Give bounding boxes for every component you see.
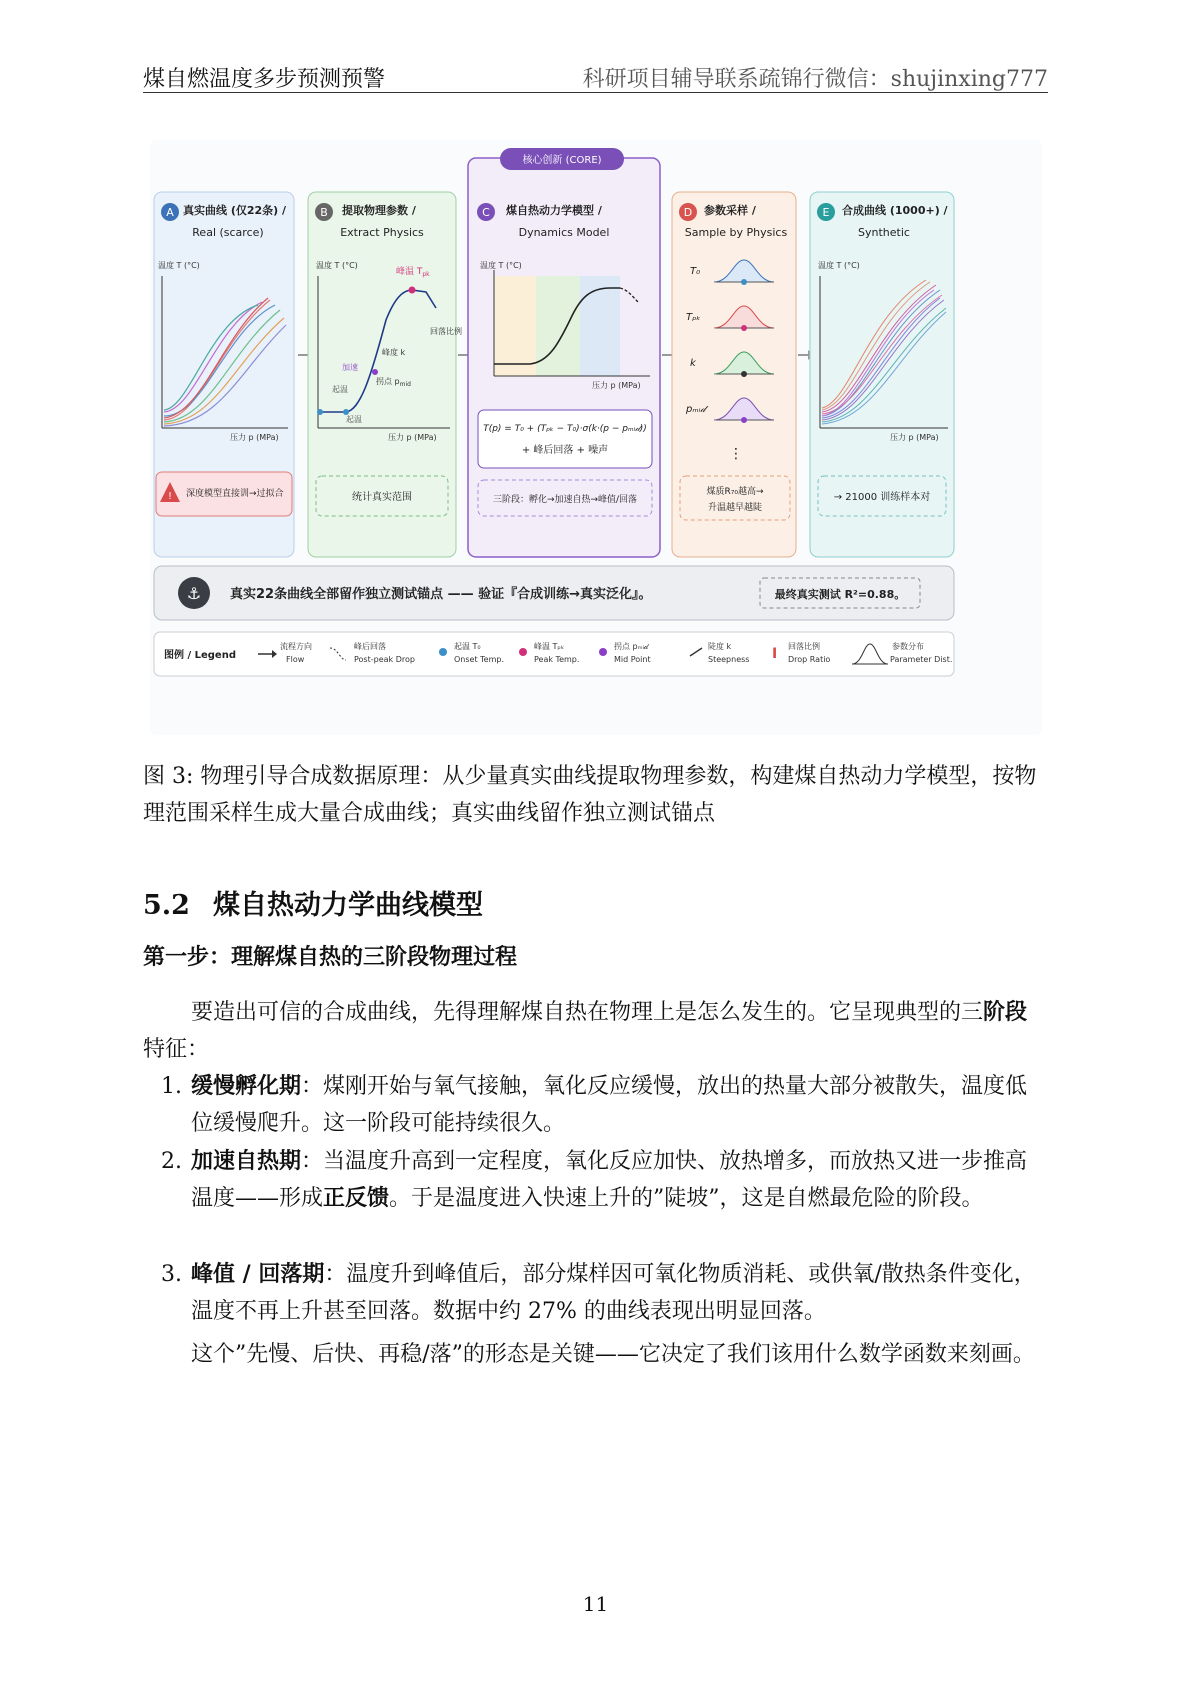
panel-b-xlabel: 压力 p (MPa) [388,433,437,442]
header-right: 科研项目辅导联系疏锦行微信：shujinxing777 [582,67,1048,92]
panel-a-xlabel: 压力 p (MPa) [230,433,279,442]
panel-b-ylabel: 温度 T (°C) [316,261,358,270]
panel-d-footer1: 煤质R₇₀越高→ [706,487,764,497]
panel-c-letter: C [482,206,490,219]
panel-c-xlabel: 压力 p (MPa) [592,381,641,390]
panel-c-footer: 三阶段：孵化→加速自热→峰值/回落 [492,495,638,505]
panel-a-letter: A [166,206,174,219]
anchor-icon: ⚓ [186,584,202,603]
legend-onset: 起温 T₀ [454,642,481,651]
panel-e-title: 合成曲线 (1000+) / [842,204,948,217]
legend-drop: 峰后回落 [354,642,386,651]
section-number: 5.2 [143,890,190,921]
list-item: 3. 峰值 / 回落期：温度升到峰值后，部分煤样因可氧化物质消耗、或供氧/散热条件变化，温度不再上升甚至回落。数据中约 27% 的曲线表现出明显回落。 [161,1261,1036,1324]
panel-b-mid-label: 拐点 $p_{mid}$ [376,377,411,388]
panel-d-footer2: 升温越早越陡 [707,503,763,513]
panel-b-accel-label: 加速 [342,363,358,372]
legend-peak: 峰温 Tₚₖ [534,642,565,651]
panel-e-letter: E [822,206,830,219]
panel-b-start-label: 起温 [346,415,362,424]
panel-d-title: 参数采样 / [704,204,756,217]
header-left: 煤自燃温度多步预测预警 [143,67,386,92]
panel-b-drop-label: 回落比例 [430,327,462,336]
panel-e-subtitle: Synthetic [858,226,910,239]
list-item: 2. 加速自热期：当温度升高到一定程度，氧化反应加快、放热增多，而放热又进一步推高温度——形成正反馈。于是温度进入快速上升的”陡坡”，这是自燃最危险的阶段。 [161,1148,1028,1211]
svg-text:Steepness: Steepness [708,655,750,664]
panel-b-incub-label: 起温 [332,385,348,394]
section-title: 煤自热动力学曲线模型 [213,890,483,921]
panel-b-peak-label: 峰温 $T_{pk}$ [396,267,430,278]
svg-text:Peak Temp.: Peak Temp. [534,655,580,664]
list-item: 1. 缓慢孵化期：煤刚开始与氧气接触，氧化反应缓慢，放出的热量大部分被散失，温度低位缓慢爬升。这一阶段可能持续很久。 [161,1073,1028,1136]
svg-text:Onset Temp.: Onset Temp. [454,655,504,664]
param-tpk: Tₚₖ [686,312,701,323]
param-t0: T₀ [690,266,701,277]
panel-b-letter: B [320,206,328,219]
param-more: ⋮ [729,446,743,462]
panel-c-subtitle: Dynamics Model [518,226,610,239]
section-heading [143,883,483,922]
panel-a-subtitle: Real (scarce) [192,226,264,239]
panel-d-letter: D [683,206,693,219]
legend-mid: 拐点 pₘᵢ𝒹 [614,642,649,651]
panel-c-title: 煤自热动力学模型 / [506,204,602,217]
panel-a-footer: 深度模型直接训→过拟合 [186,489,284,499]
core-badge: 核心创新 (CORE) [522,155,602,166]
panel-b-footer: 统计真实范围 [352,492,412,503]
svg-text:Drop Ratio: Drop Ratio [788,655,831,664]
intro-paragraph: 要造出可信的合成曲线，先得理解煤自热在物理上是怎么发生的。它呈现典型的三阶段特征： [143,999,1028,1062]
panel-e-xlabel: 压力 p (MPa) [890,433,939,442]
panel-a-title: 真实曲线 (仅22条) / [183,204,287,217]
closing-paragraph: 这个”先慢、后快、再稳/落”的形态是关键——它决定了我们该用什么数学函数来刻画。 [191,1342,1035,1367]
panel-e-ylabel: 温度 T (°C) [818,261,860,270]
step-heading: 第一步：理解煤自热的三阶段物理过程 [143,944,518,970]
panel-c-formula: T(p) = T₀ + (Tₚₖ − T₀)·σ(k·(p − pₘᵢ𝒹)) [483,424,647,434]
figure-3 [150,140,1042,735]
svg-text:!: ! [167,491,173,502]
param-pmid: pₘᵢ𝒹 [686,404,706,415]
svg-text:Mid Point: Mid Point [614,655,651,664]
page-number: 11 [582,1592,609,1616]
svg-text:Flow: Flow [286,655,305,664]
svg-text:I: I [772,646,778,662]
panel-b-subtitle: Extract Physics [340,226,424,239]
legend-flow: 流程方向 [280,642,312,651]
banner-result: 最终真实测试 R²=0.88。 [774,588,906,601]
figure-caption: 图 3: 物理引导合成数据原理：从少量真实曲线提取物理参数，构建煤自热动力学模型，按物理范围采样生成大量合成曲线；真实曲线留作独立测试锚点 [143,764,1037,826]
panel-e-footer: → 21000 训练样本对 [833,492,931,503]
panel-b-steep-label: 峰度 k [382,348,406,357]
svg-text:Post-peak Drop: Post-peak Drop [354,655,415,664]
panel-c-formula2: + 峰后回落 + 噪声 [521,445,609,456]
panel-b-title: 提取物理参数 / [342,204,416,217]
header-rule [143,92,1048,93]
legend-ratio: 回落比例 [788,642,820,651]
legend-steep: 陡度 k [708,642,732,651]
svg-text:Parameter Dist.: Parameter Dist. [890,655,953,664]
legend-title: 图例 / Legend [164,650,236,661]
legend-dist: 参数分布 [892,642,924,651]
panel-c-ylabel: 温度 T (°C) [480,261,522,270]
param-k: k [690,358,696,369]
banner-text: 真实22条曲线全部留作独立测试锚点 —— 验证『合成训练→真实泛化』。 [230,587,652,602]
panel-a-ylabel: 温度 T (°C) [158,261,200,270]
panel-d-subtitle: Sample by Physics [684,226,788,239]
